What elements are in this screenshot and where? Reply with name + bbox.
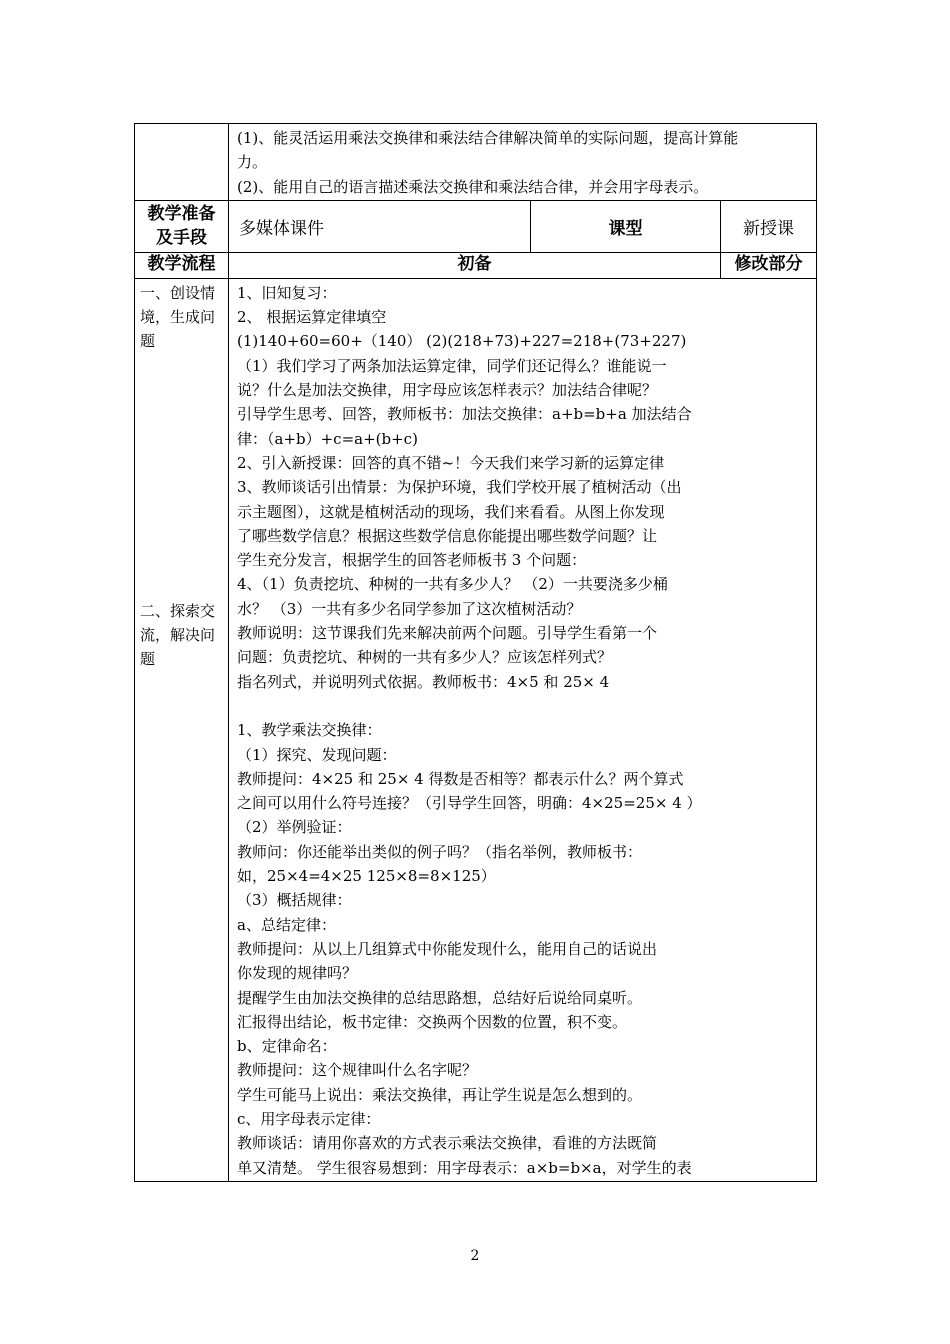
objective-line: (1)、能灵活运用乘法交换律和乘法结合律解决简单的实际问题，提高计算能 [237,129,739,147]
content-line: 学生充分发言，根据学生的回答老师板书 3 个问题： [237,551,587,570]
page-number: 2 [470,1248,480,1264]
objective-line: 力。 [237,153,268,172]
flow-header-row [135,252,817,278]
content-line: 如，25×4=4×25 125×8=8×125） [237,867,496,886]
content-line: 1、教学乘法交换律： [237,721,382,740]
content-line: a、总结定律： [237,915,336,934]
flow-header-right: 修改部分 [721,252,817,278]
objectives-left-cell [135,124,229,201]
objectives-row [135,124,817,201]
content-line: 你发现的规律吗？ [237,964,358,983]
content-line: （3）概括规律： [237,891,352,910]
content-line: 教师提问：这个规律叫什么名字呢？ [237,1061,478,1080]
content-line: 3、教师谈话引出情景：为保护环境，我们学校开展了植树活动（出 [237,478,682,497]
lesson-plan-table [134,123,817,1182]
content-line: 1、旧知复习： [237,283,337,302]
lesson-type-value: 新授课 [721,200,817,252]
content-line: 教师谈话：请用你喜欢的方式表示乘法交换律，看谁的方法既简 [237,1134,658,1153]
prep-row [135,200,817,252]
content-line: 水？ （3）一共有多少名同学参加了这次植树活动？ [237,599,582,618]
content-line: （1）探究、发现问题： [237,745,397,764]
content-line: 学生可能马上说出：乘法交换律，再让学生说是怎么想到的。 [237,1085,643,1104]
content-line: b、定律命名： [237,1037,337,1056]
content-line: 引导学生思考、回答，教师板书：加法交换律：a+b=b+a 加法结合 [237,405,692,424]
objective-line: (2)、能用自己的语言描述乘法交换律和乘法结合律，并会用字母表示。 [237,177,709,196]
content-line: 教师问：你还能举出类似的例子吗？（指名举例，教师板书： [237,842,643,861]
stage-column [135,278,229,1181]
content-line: c、用字母表示定律： [237,1109,381,1128]
stage-2-label: 二、探索交 流，解决问 题 [140,601,216,669]
lesson-type-label: 课型 [531,200,721,252]
content-line: 提醒学生由加法交换律的总结思路想，总结好后说给同桌听。 [237,988,643,1007]
content-line: （2）举例验证： [237,818,352,837]
content-line: 教师提问：从以上几组算式中你能发现什么，能用自己的话说出 [237,939,658,958]
flow-header-left: 教学流程 [135,252,229,278]
flow-content-row [135,278,817,1181]
content-line: 说？什么是加法交换律，用字母应该怎样表示？加法结合律呢？ [237,381,658,400]
content-line: 2、引入新授课：回答的真不错~！今天我们来学习新的运算定律 [237,453,665,472]
content-line: (1)140+60=60+（140） (2)(218+73)+227=218+(73+227) [237,332,687,351]
content-line: 4、（1）负责挖坑、种树的一共有多少人？ （2）一共要浇多少桶 [237,575,668,594]
flow-header-middle: 初备 [229,252,721,278]
content-line: 指名列式，并说明列式依据。教师板书：4×5 和 25× 4 [237,672,610,691]
content-line: 汇报得出结论，板书定律：交换两个因数的位置，积不变。 [237,1012,628,1031]
content-text [229,279,816,1181]
content-line [237,694,810,718]
content-line: 了哪些数学信息？根据这些数学信息你能提出哪些数学问题？让 [237,526,658,545]
prep-value: 多媒体课件 [229,200,531,252]
content-cell [229,278,817,1181]
content-line: 教师提问：4×25 和 25× 4 得数是否相等？都表示什么？两个算式 [237,769,684,788]
content-line: 示主题图），这就是植树活动的现场，我们来看看。从图上你发现 [237,502,665,521]
content-line: （1）我们学习了两条加法运算定律，同学们还记得么？谁能说一 [237,356,667,375]
content-line: 问题：负责挖坑、种树的一共有多少人？应该怎样列式？ [237,648,613,667]
content-line: 教师说明：这节课我们先来解决前两个问题。引导学生看第一个 [237,624,658,643]
stage-1-label: 一、创设情 境，生成问 题 [140,283,216,351]
prep-label: 教学准备 及手段 [135,200,229,252]
content-line: 单又清楚。 学生很容易想到：用字母表示：a×b=b×a，对学生的表 [237,1158,692,1177]
content-line: 律：（a+b）+c=a+(b+c) [237,429,418,448]
objectives-cell [229,124,817,201]
content-line: 2、 根据运算定律填空 [237,308,387,327]
content-line: 之间可以用什么符号连接？（引导学生回答，明确：4×25=25× 4 ） [237,794,702,813]
